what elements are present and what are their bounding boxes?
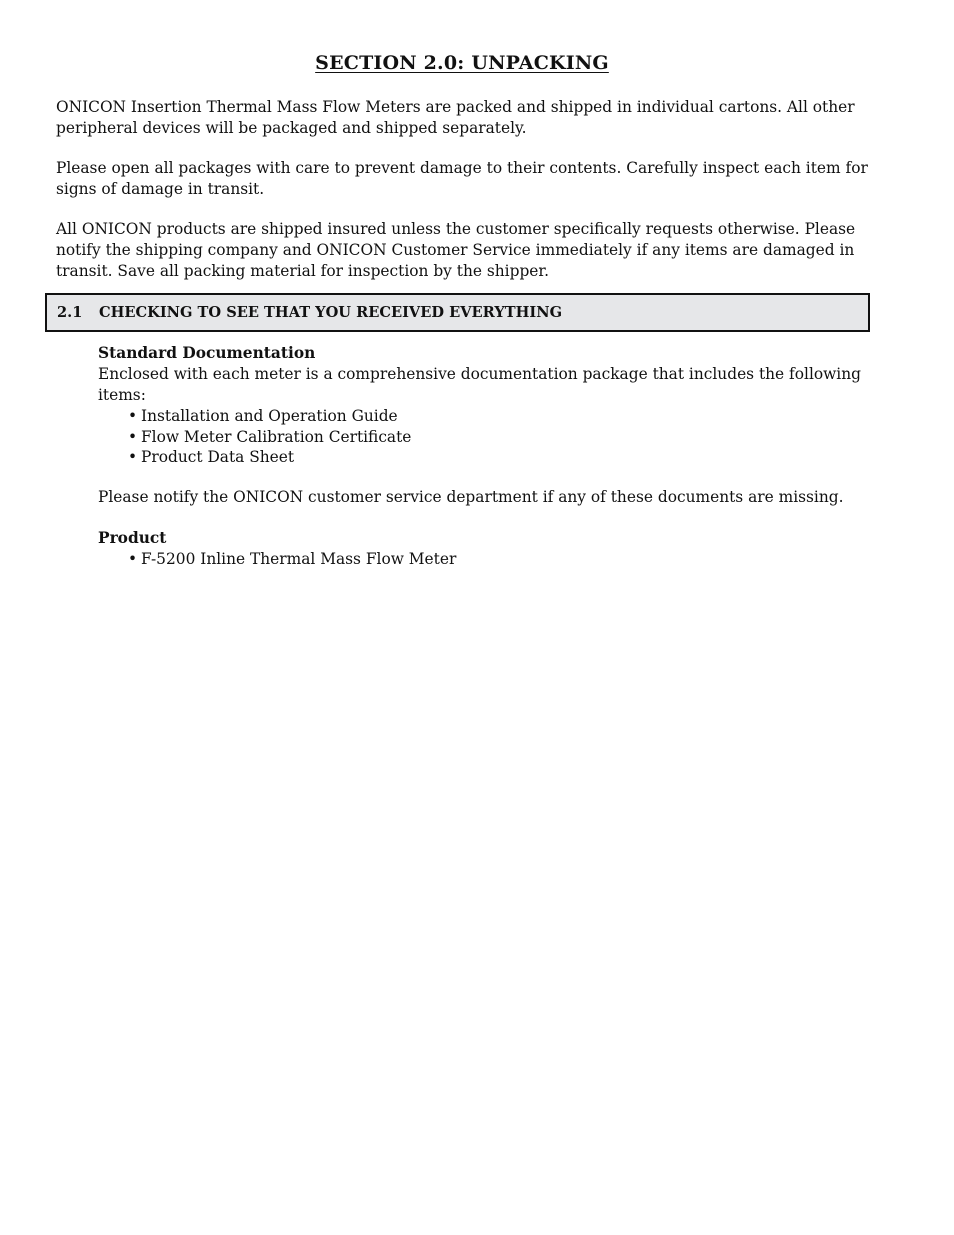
intro-paragraph-1: ONICON Insertion Thermal Mass Flow Meters are packed and shipped in individual cartons. All other peripheral devices will be packaged and shipped separately. [56,98,855,137]
list-item: • Installation and Operation Guide [128,407,398,425]
intro-paragraph-2: Please open all packages with care to prevent damage to their contents. Carefully inspect each item for signs of damage in transit. [56,159,868,198]
list-item: • Product Data Sheet [128,448,295,467]
product-block [98,528,878,570]
documentation-heading: Standard Documentation [98,344,316,362]
list-item: • F-5200 Inline Thermal Mass Flow Meter [128,550,457,568]
documentation-list [98,406,878,468]
standard-documentation-block [98,343,878,468]
documentation-text: Enclosed with each meter is a comprehensive documentation package that includes the following items: [98,365,861,404]
product-list [98,549,878,570]
section-header-bar [45,293,870,332]
page-title: SECTION 2.0: UNPACKING [315,52,609,74]
bullet-icon: • [128,427,138,446]
product-heading: Product [98,529,167,547]
bullet-icon: • [128,407,138,425]
intro-paragraph-3: All ONICON products are shipped insured unless the customer specifically requests otherwise. Please notify the shipping company and ONICON Customer Service immediately if any items are damaged in transit. Save all packing material for inspection by the shipper. [56,220,856,280]
notify-paragraph: Please notify the ONICON customer service department if any of these documents are missing. [98,488,844,506]
list-item: • Flow Meter Calibration Certificate [128,427,412,446]
section-number: 2.1 [57,304,83,321]
section-title: CHECKING TO SEE THAT YOU RECEIVED EVERYTHING [99,304,563,321]
bullet-icon: • [128,550,138,568]
bullet-icon: • [128,448,138,467]
